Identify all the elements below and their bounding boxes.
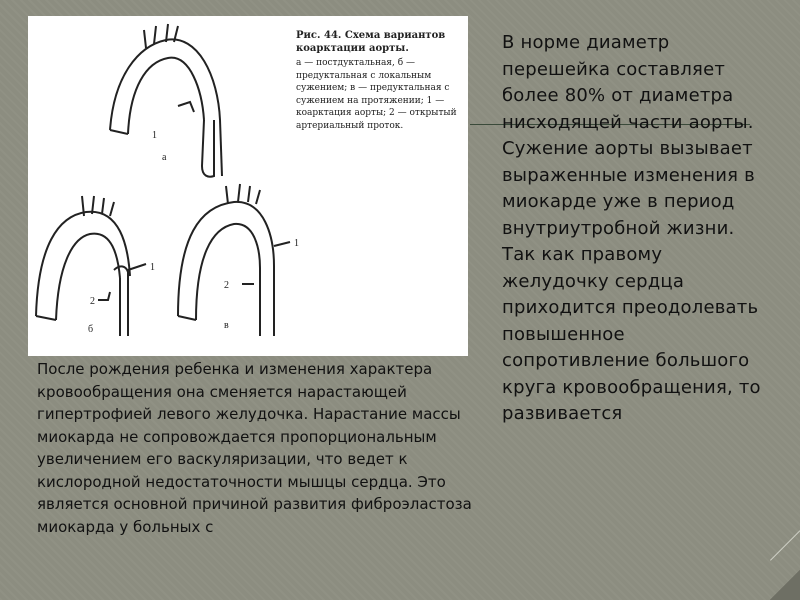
label-2-variant-c: 2 [224,280,229,291]
aorta-variant-b [36,196,146,336]
label-1-variant-b: 1 [150,262,155,273]
label-b: б [88,324,94,335]
figure-caption-body: а — постдуктальная, б — предуктальная с локальным сужением; в — предуктальная с сужением на протяжении; 1 — коарктация аорты; 2 — открытый артериальный проток. [296,58,457,131]
aorta-variant-c [178,184,290,336]
label-2-variant-b: 2 [90,296,95,307]
right-paragraph-2: Сужение аорты вызывает выраженные изменения в миокарде уже в период внутриутробной жизни. Так как правому желудочку сердца приходится преодолевать повышенное сопротивление большого круга кровообращения, то развивается [502,138,761,424]
label-a: а [162,152,167,163]
figure-caption-title: Рис. 44. Схема вариантов коарктации аорты. [296,30,446,54]
label-1-variant-c: 1 [294,238,299,249]
page-curl-corner [770,570,800,600]
label-v: в [224,320,229,331]
aorta-diagram-figure [28,16,468,356]
right-text-block [502,30,762,428]
right-paragraph-1: В норме диаметр перешейка составляет более 80% от диаметра нисходящей части аорты. [502,32,754,133]
bottom-text-block: После рождения ребенка и изменения характера кровообращения она сменяется нарастающей гипертрофией левого желудочка. Нарастание массы миокарда не сопровождается пропорциональным увеличением его васкуляризации, что ведет к кислородной недостаточности мышцы сердца. Это является основной причиной развития фиброэластоза миокарда у больных с [37,360,472,536]
figure-caption [296,30,466,132]
label-1-variant-a: 1 [152,130,157,141]
